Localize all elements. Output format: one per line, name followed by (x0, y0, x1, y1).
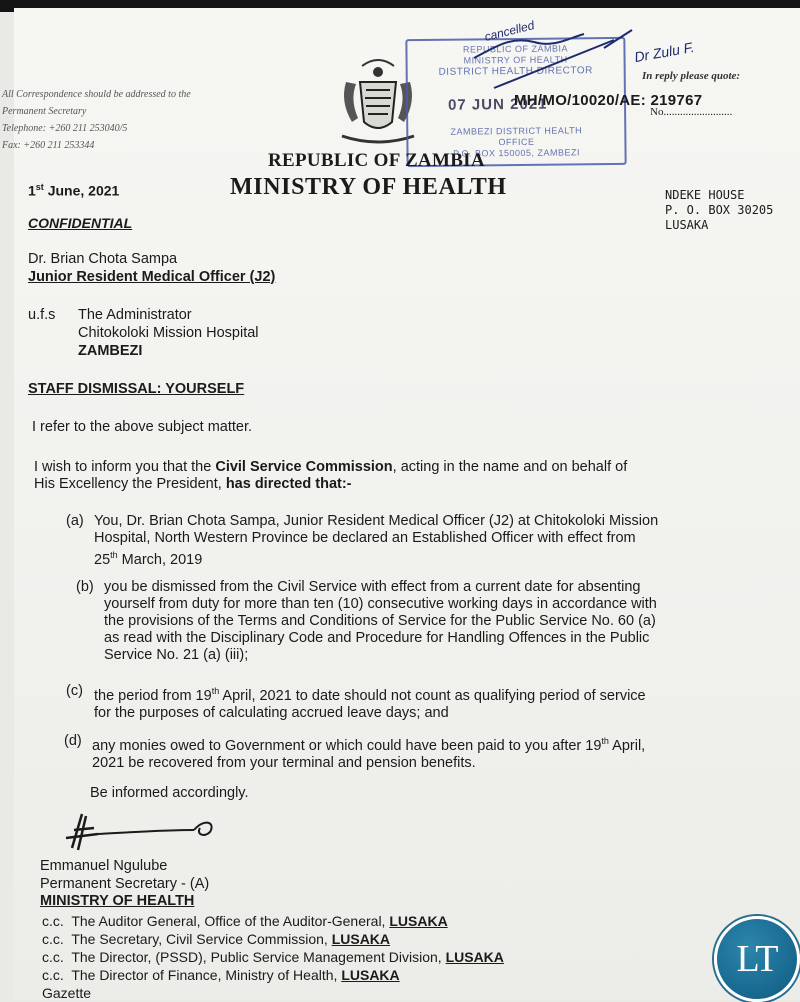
directive-line: His Excellency the President, has directed that:- (34, 476, 352, 492)
item-a-line: Hospital, North Western Province be declared an Established Officer with effect from (94, 530, 636, 546)
signatory-title: Permanent Secretary - (A) (40, 876, 210, 892)
ufs-line: Chitokoloki Mission Hospital (78, 325, 259, 341)
item-c-line: for the purposes of calculating accrued leave days; and (94, 704, 449, 721)
date-suffix: st (35, 182, 44, 192)
correspondence-block (2, 86, 262, 154)
item-d-line: any monies owed to Government or which could have been paid to you after 19th April, (92, 736, 646, 754)
ufs-label: u.f.s (28, 307, 56, 323)
stamp-line: MINISTRY OF HEALTH (463, 54, 568, 66)
ufs-place: ZAMBEZI (78, 343, 143, 359)
item-b-label: (b) (76, 579, 94, 595)
date-day: 1 (28, 182, 36, 199)
correspondence-line: Telephone: +260 211 253040/5 (2, 123, 128, 134)
item-d (92, 733, 772, 772)
item-d-label: (d) (64, 733, 82, 749)
address-line: P. O. BOX 30205 (665, 203, 774, 217)
stamp-line: DISTRICT HEALTH DIRECTOR (438, 65, 593, 78)
signature-mark (54, 808, 224, 856)
correspondence-line: Permanent Secretary (2, 106, 87, 117)
confidential-label: CONFIDENTIAL (28, 215, 133, 231)
correspondence-line: Fax: +260 211 253344 (2, 140, 95, 151)
cc-line: c.c. The Director of Finance, Ministry of Health, LUSAKA (42, 967, 400, 983)
closing-line: Be informed accordingly. (90, 785, 249, 801)
item-a-line: 25th March, 2019 (94, 550, 203, 568)
item-c-line: the period from 19th April, 2021 to date should not count as qualifying period of service (94, 686, 646, 704)
ministry-heading: MINISTRY OF HEALTH (230, 174, 507, 200)
signatory-name: Emmanuel Ngulube (40, 858, 168, 874)
in-reply-label: In reply please quote: (642, 70, 741, 82)
paragraph-intro: I refer to the above subject matter. (32, 419, 253, 435)
cc-list (42, 912, 504, 1002)
letter-date (28, 182, 119, 199)
lt-logo-text: LT (736, 938, 778, 980)
cc-line: c.c. The Auditor General, Office of the Auditor-General, LUSAKA (42, 913, 448, 929)
reference-number: MH/MO/10020/AE: 219767 (514, 92, 703, 109)
paragraph-directive (34, 459, 754, 493)
lt-logo-badge (714, 916, 800, 1002)
stamp-line: REPUBLIC OF ZAMBIA (462, 43, 569, 55)
address-line: LUSAKA (665, 218, 709, 232)
item-d-line: 2021 be recovered from your terminal and pension benefits. (92, 754, 476, 771)
directive-line: I wish to inform you that the Civil Service Commission, acting in the name and on behalf of (34, 459, 628, 475)
no-label: No......................... (650, 106, 733, 118)
item-a-label: (a) (66, 513, 84, 529)
address-line: NDEKE HOUSE (665, 188, 745, 202)
cc-line: c.c. The Secretary, Civil Service Commission, LUSAKA (42, 931, 391, 947)
handwritten-initials: Dr Zulu F. (633, 38, 696, 66)
item-b-line: Service No. 21 (a) (iii); (104, 647, 249, 663)
date-rest: June, 2021 (43, 182, 120, 199)
letter-page (2, 8, 800, 1001)
subject-line: STAFF DISMISSAL: YOURSELF (28, 381, 245, 397)
item-b-line: yourself from duty for more than ten (10) consecutive working days in accordance with (104, 596, 657, 612)
signatory-org: MINISTRY OF HEALTH (40, 893, 195, 909)
stamp-line: P.O. BOX 150005, ZAMBEZI (453, 147, 581, 159)
address-block (665, 188, 773, 233)
cc-line: c.c. The Director, (PSSD), Public Service Management Division, LUSAKA (42, 949, 504, 965)
item-b (104, 579, 764, 664)
item-c (94, 683, 754, 722)
item-b-line: as read with the Disciplinary Code and Procedure for Handling Offences in the Public (104, 630, 650, 646)
item-b-line: the provisions of the Terms and Conditions of Service for the Public Service No. 60 (a) (104, 613, 656, 629)
stamp-line: OFFICE (498, 136, 535, 148)
recipient-title: Junior Resident Medical Officer (J2) (28, 269, 276, 285)
item-b-line: you be dismissed from the Civil Service with effect from a current date for absenting (104, 579, 641, 595)
ufs-line: The Administrator (78, 307, 192, 323)
handwritten-note: cancelled (483, 18, 536, 44)
item-a-line: You, Dr. Brian Chota Sampa, Junior Resident Medical Officer (J2) at Chitokoloki Mission (94, 513, 659, 529)
item-a (94, 513, 754, 569)
gazette-line: Gazette (42, 985, 92, 1001)
recipient-name: Dr. Brian Chota Sampa (28, 251, 178, 267)
correspondence-line: All Correspondence should be addressed to the (2, 89, 191, 100)
stamp-date: 07 JUN 2021 (447, 95, 548, 114)
republic-heading: REPUBLIC OF ZAMBIA (268, 150, 485, 171)
stamp-line: ZAMBEZI DISTRICT HEALTH (450, 125, 583, 137)
item-c-label: (c) (66, 683, 83, 699)
